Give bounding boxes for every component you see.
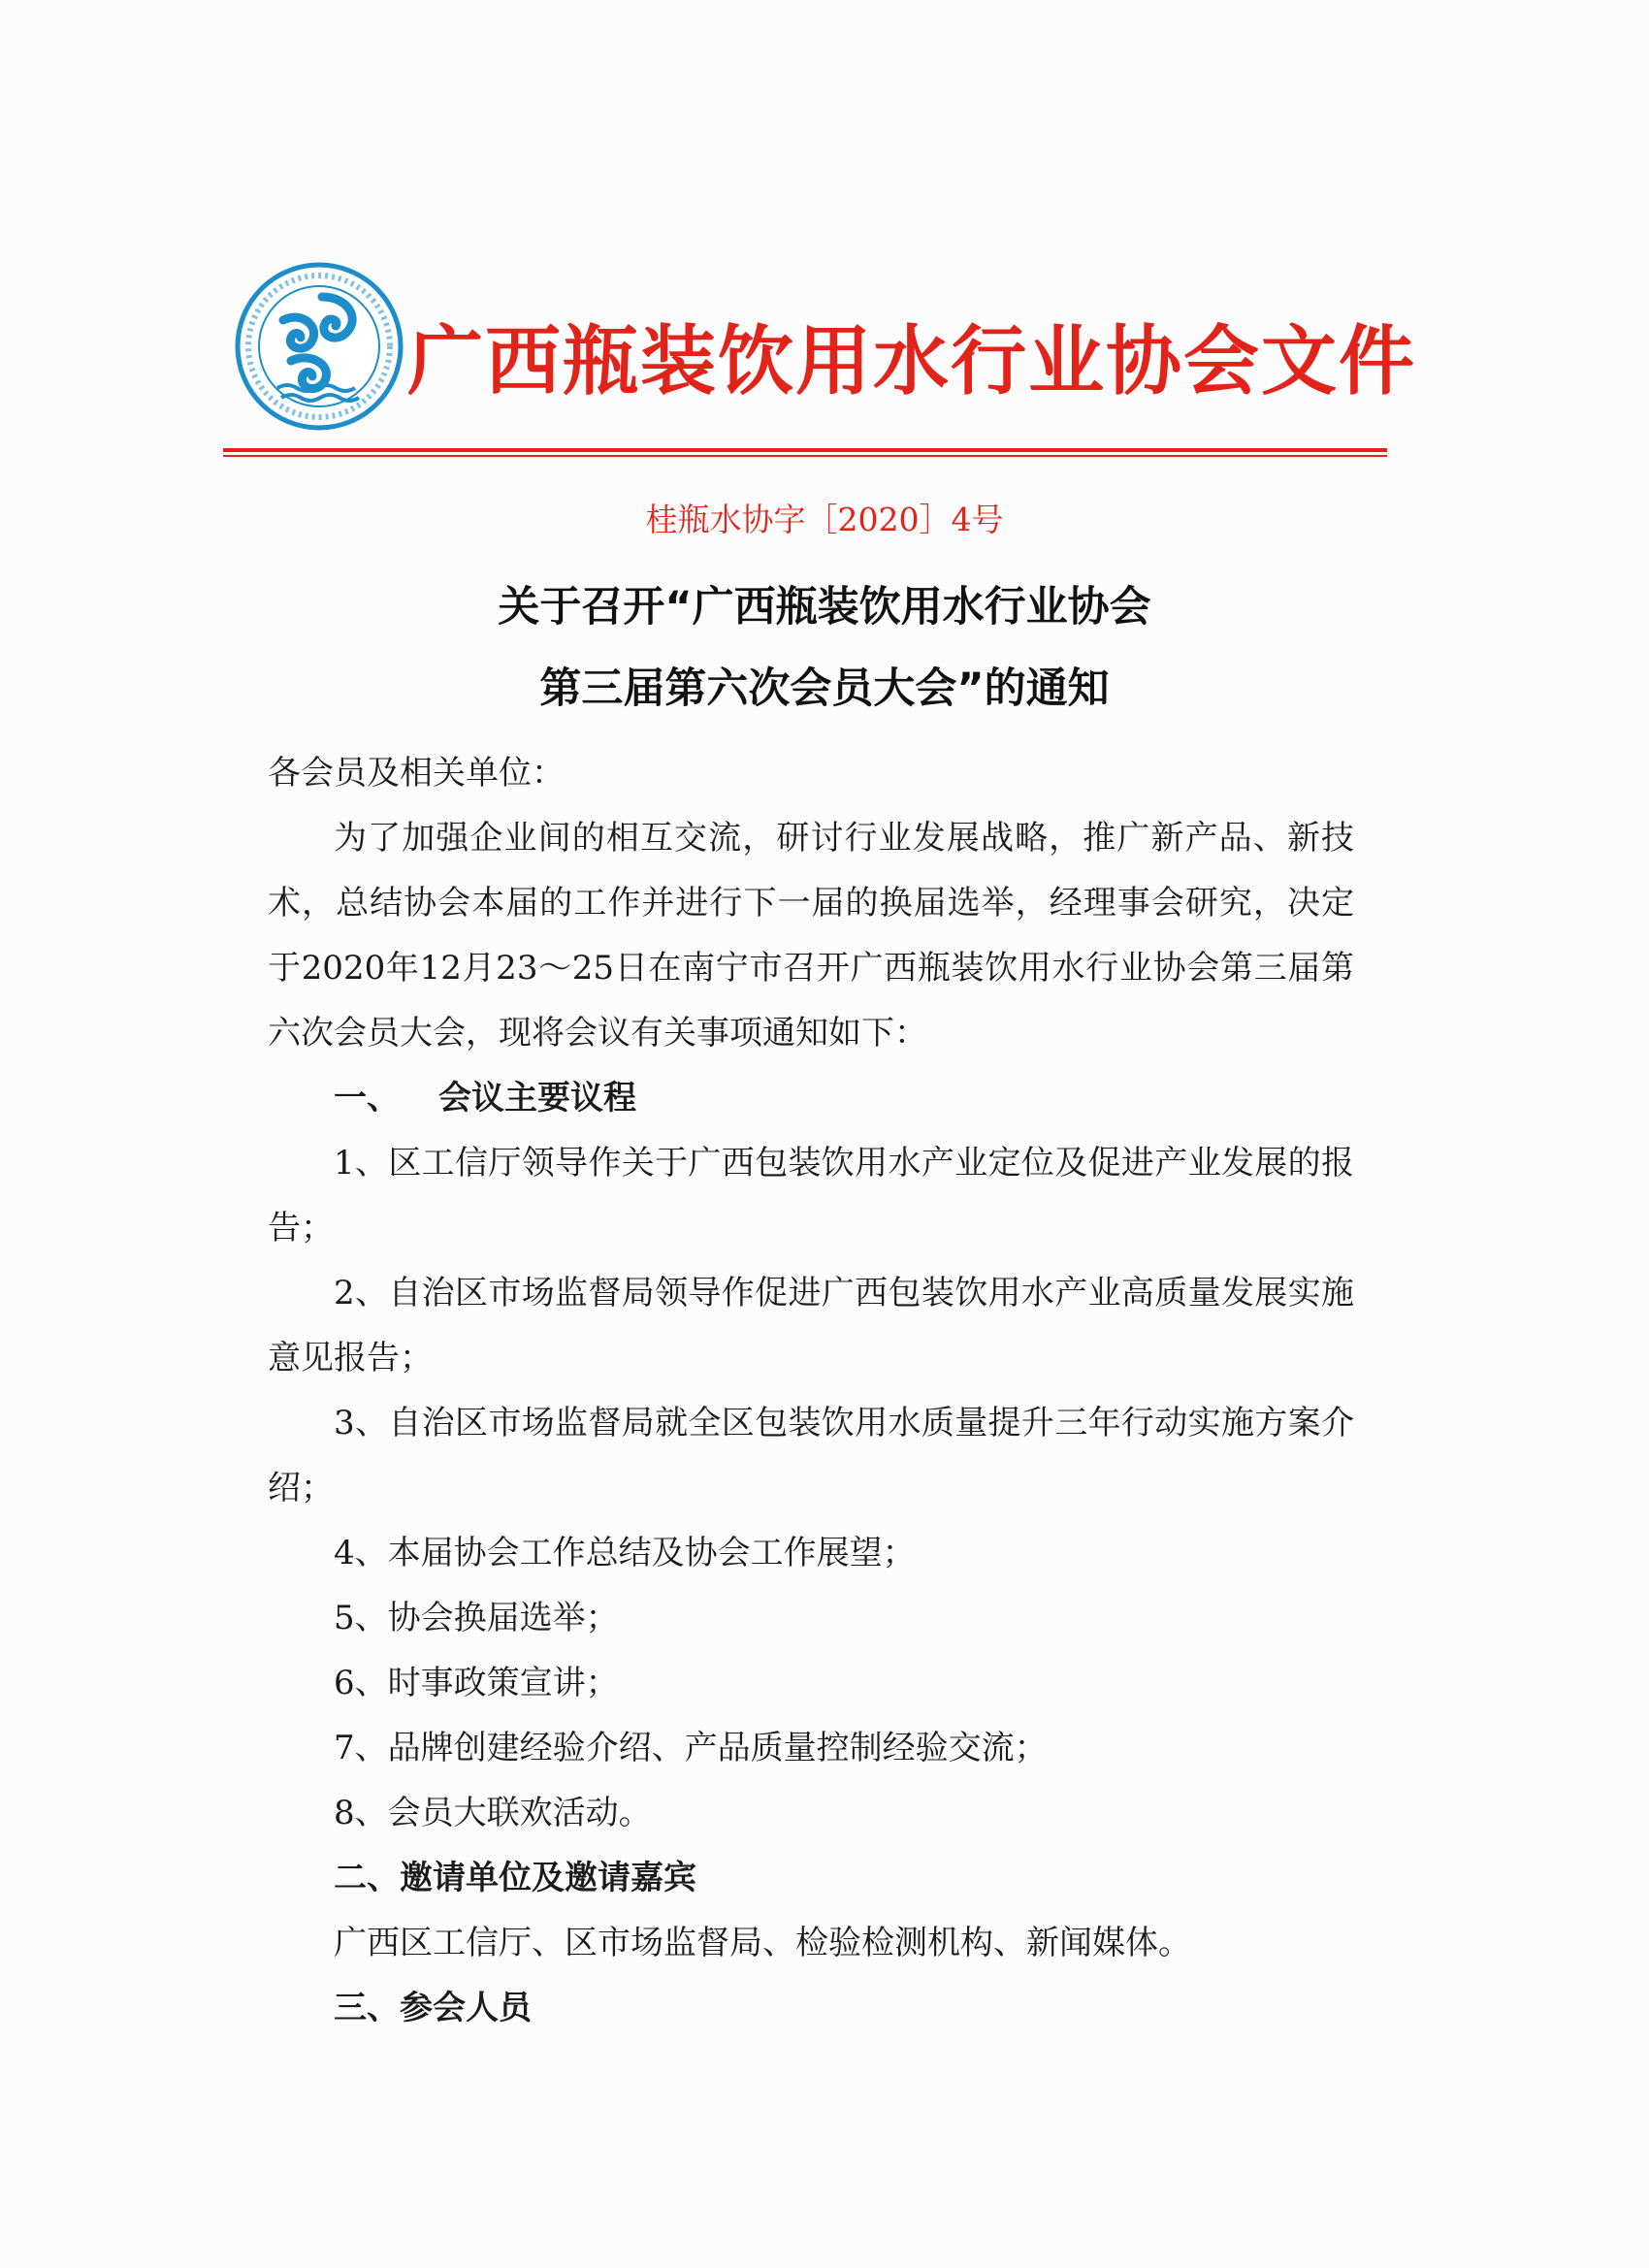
agenda-item: 8、会员大联欢活动。 bbox=[334, 1794, 652, 1832]
section1-title: 会议主要议程 bbox=[438, 1079, 636, 1118]
agenda-item: 4、本届协会工作总结及协会工作展望； bbox=[334, 1534, 916, 1572]
intro-paragraph: 为了加强企业间的相互交流，研讨行业发展战略，推广新产品、新技术，总结协会本届的工作并进行下一届的换届选举，经理事会研究，决定于2020年12月23～25日在南宁市召开广西瓶装饮用水行业协会第三届第六次会员大会，现将会议有关事项通知如下： bbox=[268, 819, 1354, 1053]
agenda-item: 7、品牌创建经验介绍、产品质量控制经验交流； bbox=[334, 1729, 1048, 1767]
agenda-item: 5、协会换届选举； bbox=[334, 1599, 619, 1637]
document-number: 桂瓶水协字［2020］4号 bbox=[645, 501, 1004, 538]
agenda-item: 1、区工信厅领导作关于广西包装饮用水产业定位及促进产业发展的报告； bbox=[268, 1144, 1354, 1247]
association-seal-logo bbox=[233, 260, 405, 433]
section2-heading: 二、邀请单位及邀请嘉宾 bbox=[334, 1859, 696, 1897]
section1-heading bbox=[268, 1066, 1354, 1131]
document-title-line2: 第三届第六次会员大会”的通知 bbox=[539, 664, 1110, 713]
agenda-item: 6、时事政策宣讲； bbox=[334, 1664, 619, 1702]
document-title-line1: 关于召开“广西瓶装饮用水行业协会 bbox=[498, 583, 1151, 632]
section1-number: 一、 bbox=[334, 1079, 400, 1118]
salutation: 各会员及相关单位： bbox=[268, 754, 565, 793]
red-divider bbox=[223, 448, 1387, 458]
document-body bbox=[268, 741, 1354, 2041]
agenda-item: 3、自治区市场监督局就全区包装饮用水质量提升三年行动实施方案介绍； bbox=[268, 1404, 1354, 1507]
organization-title: 广西瓶装饮用水行业协会文件 bbox=[407, 317, 1417, 405]
section2-content: 广西区工信厅、区市场监督局、检验检测机构、新闻媒体。 bbox=[334, 1924, 1191, 1962]
agenda-item: 2、自治区市场监督局领导作促进广西包装饮用水产业高质量发展实施意见报告； bbox=[268, 1274, 1354, 1377]
document-header bbox=[233, 260, 1417, 435]
section3-heading: 三、参会人员 bbox=[334, 1989, 532, 2027]
